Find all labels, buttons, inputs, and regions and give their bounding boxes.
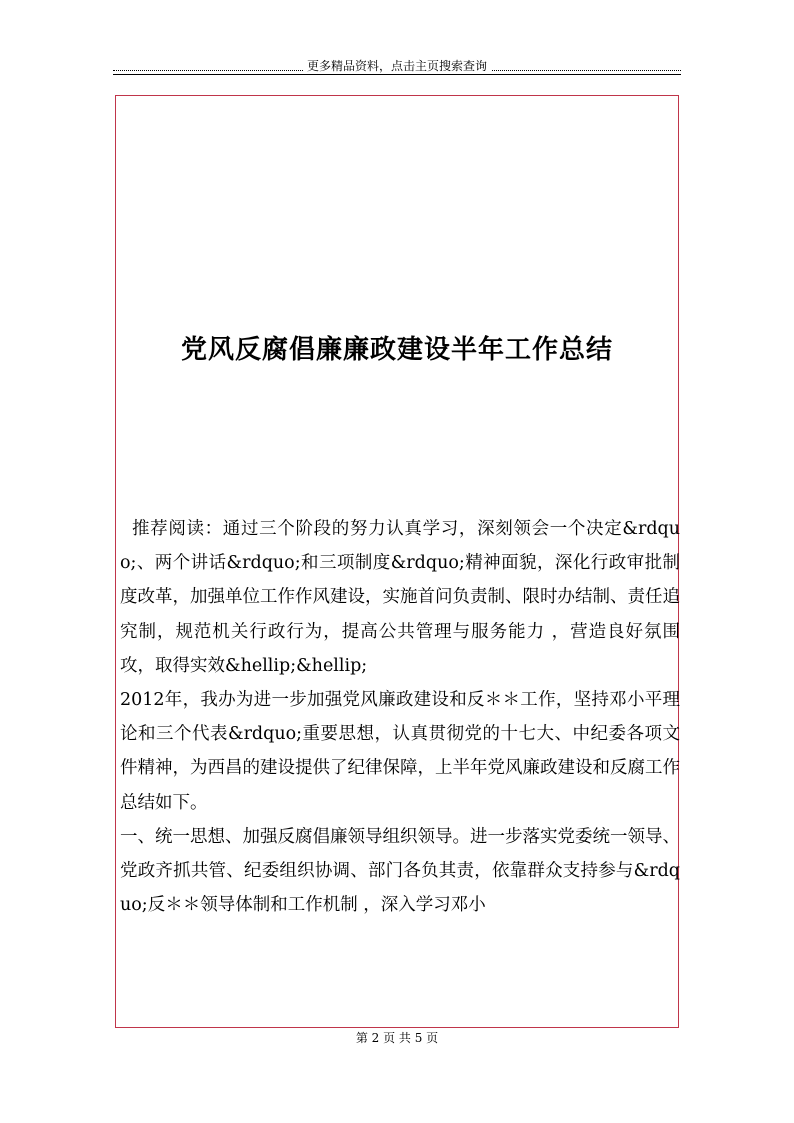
document-body [120, 512, 680, 922]
paragraph-section-one: 一、统一思想、加强反腐倡廉领导组织领导。进一步落实党委统一领导、党政齐抓共管、纪委组织协调、部门各负其责，依靠群众支持参与&rdquo;反＊＊领导体制和工作机制 ，深入学习邓小 [120, 826, 680, 916]
header-notice [0, 58, 794, 74]
paragraph-intro: 推荐阅读：通过三个阶段的努力认真学习，深刻领会一个决定&rdquo;、两个讲话&rdquo;和三项制度&rdquo;精神面貌，深化行政审批制度改革，加强单位工作作风建设，实施首问负责制、限时办结制、责任追究制，规范机关行政行为，提高公共管理与服务能力 ，营造良好氛围攻，取得实效&hellip;&hellip; [120, 519, 680, 676]
header-notice-text: 更多精品资料，点击主页搜索查询 [303, 59, 491, 73]
header-rule [113, 74, 681, 75]
page-number: 第 2 页 共 5 页 [355, 1031, 439, 1045]
document-title: 党风反腐倡廉廉政建设半年工作总结 [180, 335, 613, 365]
paragraph-summary: 2012年，我办为进一步加强党风廉政建设和反＊＊工作，坚持邓小平理论和三个代表&rdquo;重要思想，认真贯彻党的十七大、中纪委各项文件精神，为西昌的建设提供了纪律保障，上半年党风廉政建设和反腐工作总结如下。 [120, 690, 680, 813]
